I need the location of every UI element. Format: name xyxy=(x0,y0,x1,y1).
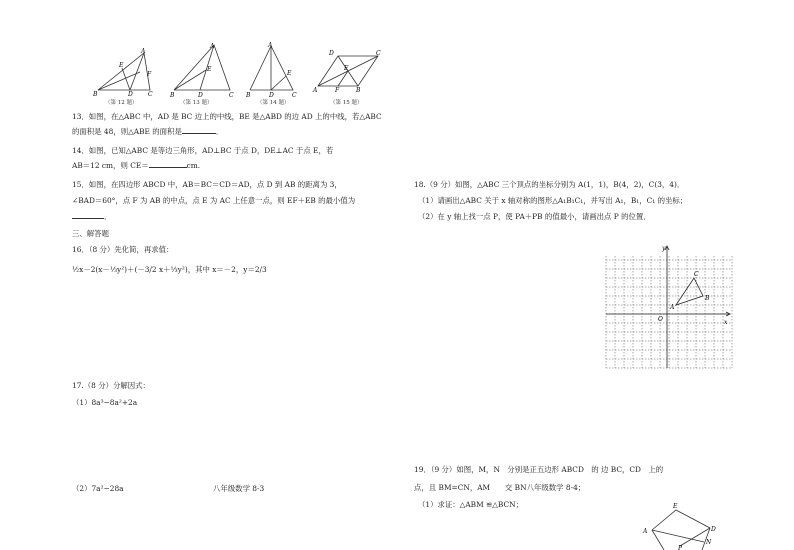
svg-text:F: F xyxy=(147,71,152,78)
q16-expression: ½x－2(x－⅓y²)＋(－3/2 x＋⅓y²)，其中 x＝－2，y＝2/3 xyxy=(72,265,267,274)
svg-text:B: B xyxy=(170,92,175,99)
q15-line2: ∠BAD＝60°，点 F 为 AB 的中点，点 E 为 AC 上任意一点，则 EF＋EB 的最小值为 xyxy=(72,196,356,205)
footer-page-right: 八年级数学 8-4 xyxy=(526,483,578,492)
svg-text:F: F xyxy=(335,87,340,94)
figure-15 xyxy=(312,46,384,102)
coordinate-grid xyxy=(604,244,734,370)
q14-line1: 14．如图，已知△ABC 是等边三角形，AD⊥BC 于点 D，DE⊥AC 于点 E，若 xyxy=(72,146,334,155)
section-heading: 三、解答题 xyxy=(72,229,109,238)
q19-line1: 19．（9 分）如图，M，N 分别是正五边形 ABCD 的 边 BC，CD 上的 xyxy=(414,465,664,474)
svg-text:C: C xyxy=(148,91,153,98)
svg-text:E: E xyxy=(119,62,124,69)
q15-line1: 15．如图，在四边形 ABCD 中，AB＝BC＝CD＝AD，点 D 到 AB 的距离为 3， xyxy=(72,180,342,189)
point-b-label: B xyxy=(705,295,710,302)
q17-title: 17.（8 分）分解因式： xyxy=(72,381,150,390)
svg-text:C: C xyxy=(229,92,234,99)
svg-text:C: C xyxy=(292,92,297,99)
point-a-label: A xyxy=(670,304,675,311)
q13-line1: 13．如图，在△ABC 中，AD 是 BC 边上的中线，BE 是△ABD 的边 AD 上的中线，若△ABC xyxy=(72,112,382,121)
svg-text:A: A xyxy=(313,87,318,94)
q18-title: 18.（9 分）如图，△ABC 三个顶点的坐标分别为 A(1，1)，B(4，2)，C(3，4)． xyxy=(414,180,685,189)
svg-text:A: A xyxy=(268,42,273,49)
svg-text:N: N xyxy=(706,539,712,546)
x-axis-label: x xyxy=(724,319,728,326)
svg-text:B: B xyxy=(93,91,98,98)
svg-text:B: B xyxy=(246,92,251,99)
point-c-label: C xyxy=(694,271,699,278)
svg-text:D: D xyxy=(198,92,203,99)
figure-19-pentagon xyxy=(640,500,720,550)
footer-page-left: 八年级数学 8-3 xyxy=(213,484,265,493)
figure-13 xyxy=(170,40,238,102)
y-axis-label: y xyxy=(662,245,666,252)
q15-line3: ． xyxy=(72,212,111,222)
svg-text:D: D xyxy=(329,50,334,57)
q14-line2: AB＝12 cm，则 CE＝ cm. xyxy=(72,161,201,170)
q13-line2: 的面积是 48，则△ABE 的面积是 ． xyxy=(72,127,224,136)
q18-part1: （1）请画出△ABC 关于 x 轴对称的图形△A₁B₁C₁，并写出 A₁，B₁，C₁ 的坐标； xyxy=(418,196,688,205)
svg-text:A: A xyxy=(643,528,648,535)
svg-text:D: D xyxy=(269,92,274,99)
q19-line2: 点，且 BM=CN，AM 交 BN八年级数学 8-4； xyxy=(414,483,586,492)
fig13-caption: （第 13 题） xyxy=(180,100,213,106)
svg-text:A: A xyxy=(141,48,146,55)
svg-text:P: P xyxy=(678,545,683,550)
fig15-caption: （第 15 题） xyxy=(330,100,363,106)
svg-text:C: C xyxy=(376,50,381,57)
svg-text:E: E xyxy=(287,70,292,77)
svg-text:D: D xyxy=(128,91,133,98)
figure-14 xyxy=(245,40,305,102)
svg-text:E: E xyxy=(344,65,349,72)
q19-part1: （1）求证：△ABM ≌△BCN； xyxy=(418,500,523,509)
fig14-caption: （第 14 题） xyxy=(257,100,290,106)
svg-text:E: E xyxy=(207,66,212,73)
q18-part2: （2）在 y 轴上找一点 P，使 PA＋PB 的值最小，请画出点 P 的位置． xyxy=(418,212,651,221)
svg-text:D: D xyxy=(711,526,716,533)
fig12-caption: （第 12 题） xyxy=(105,100,138,106)
svg-text:B: B xyxy=(356,87,361,94)
origin-label: O xyxy=(658,316,663,323)
svg-text:A: A xyxy=(210,43,215,50)
q16-title: 16．（8 分）先化简，再求值： xyxy=(72,245,174,254)
svg-text:E: E xyxy=(673,503,678,510)
q17-part2: （2）7a²−28a xyxy=(72,484,124,493)
q17-part1: （1）8a³−8a²+2a xyxy=(72,398,138,407)
